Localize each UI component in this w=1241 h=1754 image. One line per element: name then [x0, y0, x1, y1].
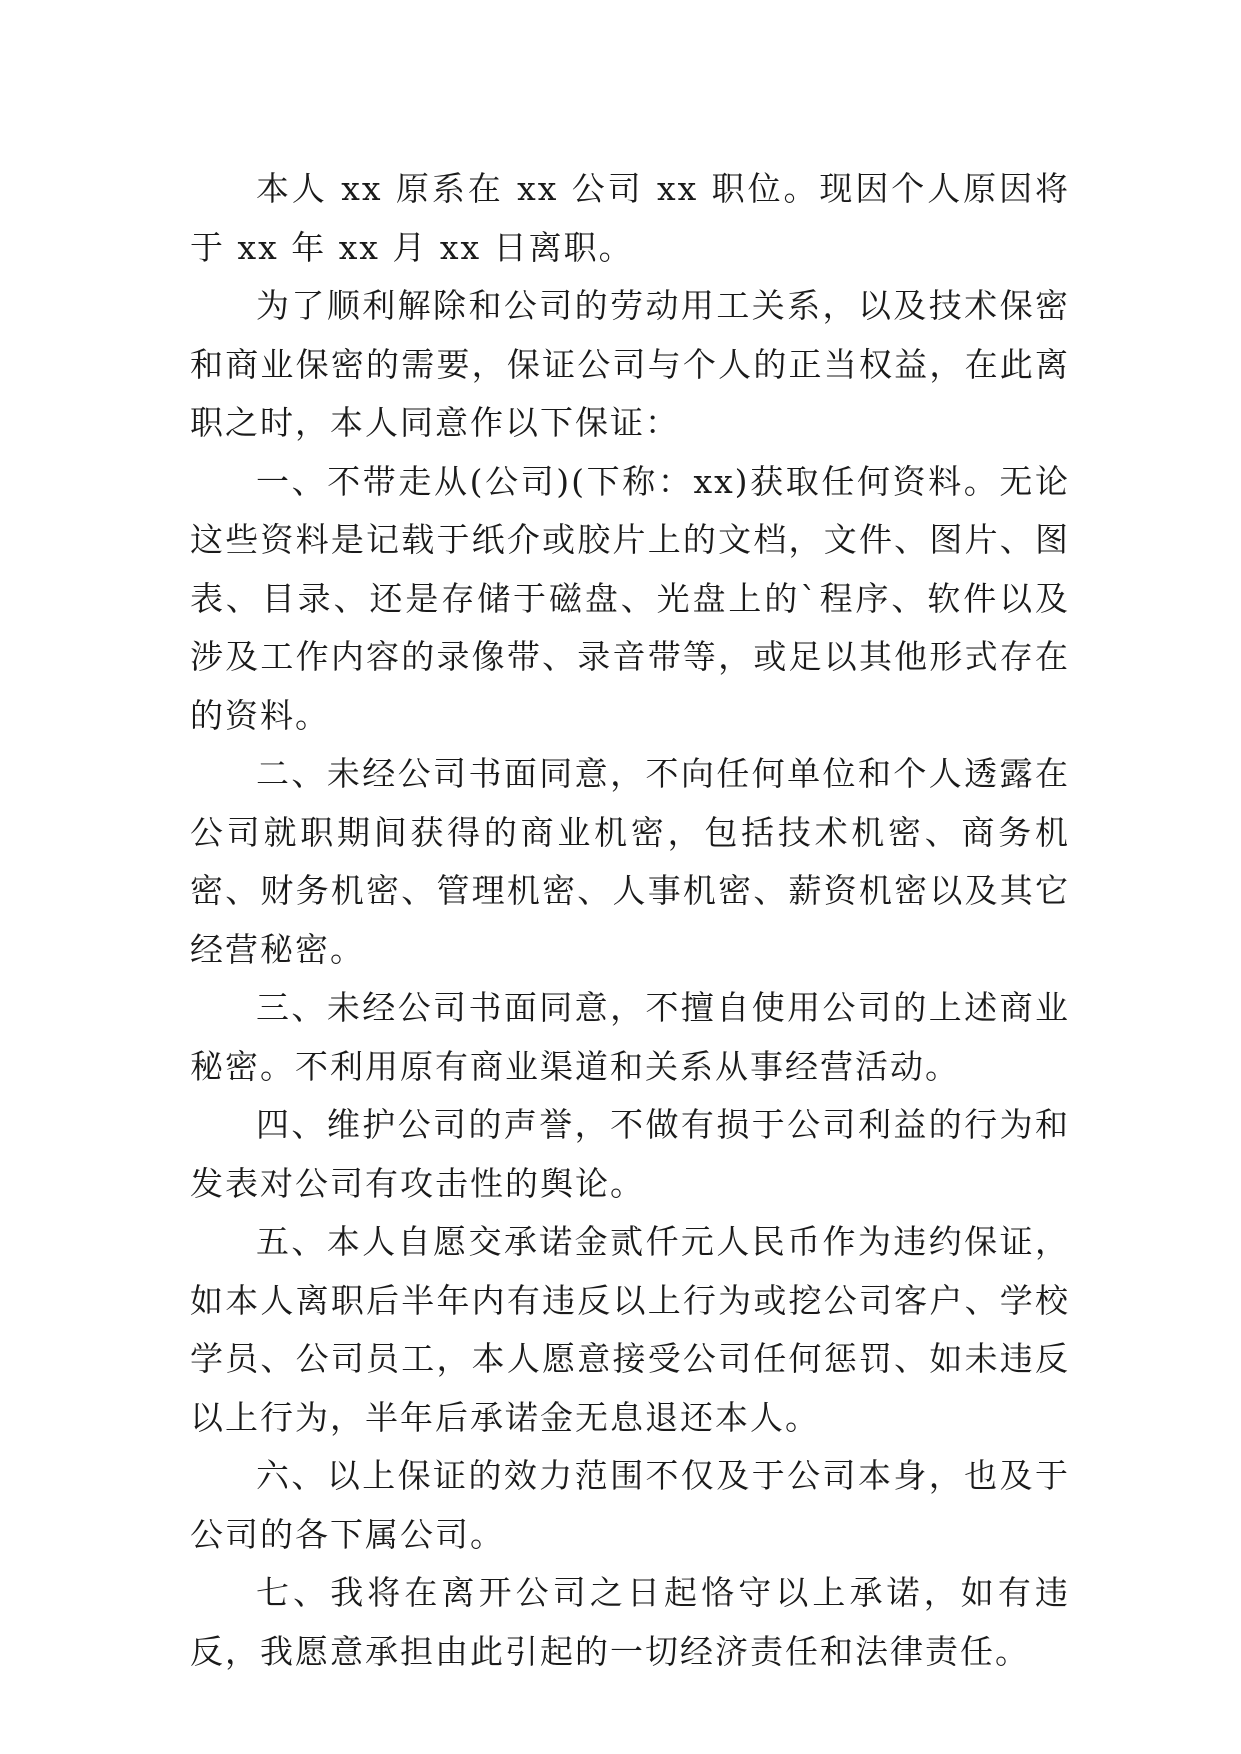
paragraph-clause-5: 五、本人自愿交承诺金贰仟元人民币作为违约保证，如本人离职后半年内有违反以上行为或挖公司客户、学校学员、公司员工，本人愿意接受公司任何惩罚、如未违反以上行为，半年后承诺金无息退还本人。 — [190, 1222, 1070, 1437]
paragraph-clause-4: 四、维护公司的声誉，不做有损于公司利益的行为和发表对公司有攻击性的舆论。 — [190, 1105, 1070, 1203]
paragraph-clause-1: 一、不带走从(公司)(下称：xx)获取任何资料。无论这些资料是记载于纸介或胶片上的文档，文件、图片、图表、目录、还是存储于磁盘、光盘上的`程序、软件以及涉及工作内容的录像带、录音带等，或足以其他形式存在的资料。 — [190, 461, 1070, 735]
paragraph-clause-3: 三、未经公司书面同意，不擅自使用公司的上述商业秘密。不利用原有商业渠道和关系从事经营活动。 — [190, 988, 1070, 1086]
paragraph-purpose: 为了顺利解除和公司的劳动用工关系，以及技术保密和商业保密的需要，保证公司与个人的正当权益，在此离职之时，本人同意作以下保证： — [190, 286, 1070, 442]
paragraph-clause-6: 六、以上保证的效力范围不仅及于公司本身，也及于公司的各下属公司。 — [190, 1456, 1070, 1554]
paragraph-intro: 本人 xx 原系在 xx 公司 xx 职位。现因个人原因将于 xx 年 xx 月 xx 日离职。 — [190, 169, 1070, 267]
document-body — [190, 160, 1070, 1681]
paragraph-clause-7: 七、我将在离开公司之日起恪守以上承诺，如有违反，我愿意承担由此引起的一切经济责任和法律责任。 — [190, 1573, 1070, 1671]
paragraph-clause-2: 二、未经公司书面同意，不向任何单位和个人透露在公司就职期间获得的商业机密，包括技术机密、商务机密、财务机密、管理机密、人事机密、薪资机密以及其它经营秘密。 — [190, 754, 1070, 969]
